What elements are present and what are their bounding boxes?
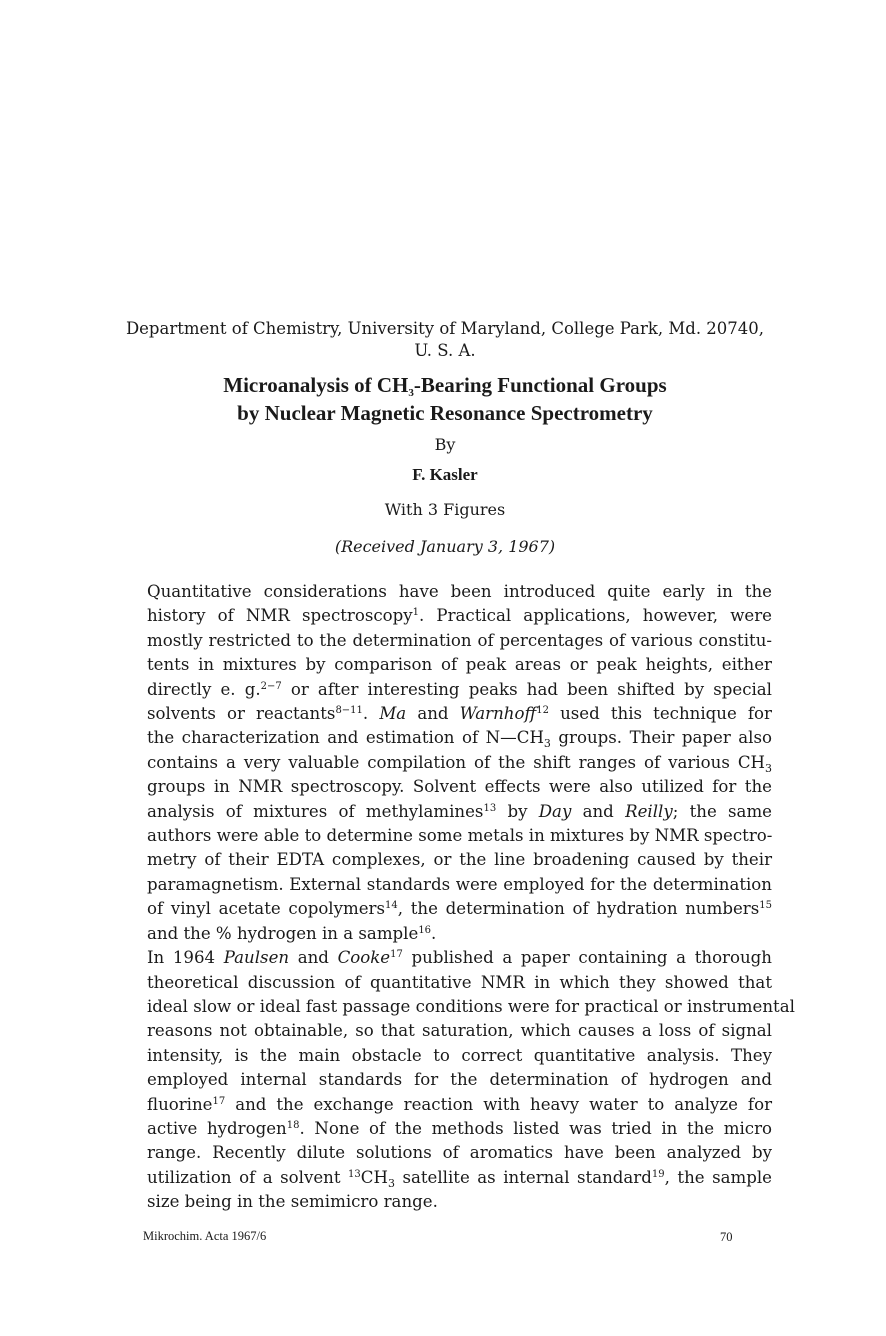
affiliation-line-2: U. S. A.: [414, 341, 476, 360]
affiliation-line-1: Department of Chemistry, University of Maryland, College Park, Md. 20740,: [125, 319, 765, 338]
page-number: 70: [720, 1230, 733, 1244]
title-line-2: by Nuclear Magnetic Resonance Spectrometry: [237, 401, 653, 425]
by-label: By: [434, 435, 456, 454]
figures-note: With 3 Figures: [384, 500, 506, 519]
journal-footer: Mikrochim. Acta 1967/6: [143, 1229, 267, 1243]
received-date: (Received January 3, 1967): [334, 537, 556, 556]
paragraph-1: Quantitative considerations have been introduced quite early in the history of NMR spectroscopy$^1$. Practical applications, however, were mostly restricted to the determination of percentages of various constitu- tents in mixtures by comparison of peak areas or peak heights, either directly e. g.$^{2-7}$ or after interesting peaks had been shifted by special solvents or reactants$^{8-11}$. Ma and Warnhoff$^{12}$ used this technique for the characterization and estimation of $N—CH_3$ groups. Their paper also contains a very valuable compilation of the shift ranges of various $CH_3$ groups in NMR spectroscopy. Solvent effects were also utilized for the analysis of mixtures of methylamines$^{13}$ by Day and Reilly; the same authors were able to determine some metals in mixtures by NMR spectro- metry of their EDTA complexes, or the line broadening caused by their paramagnetism. External standards were employed for the determination of vinyl acetate copolymers$^{14}$, the determination of hydration numbers$^{15}$ and the % hydrogen in a sample$^{16}$.: [147, 582, 773, 943]
paper-title: [110, 371, 780, 427]
paragraph-2: In 1964 Paulsen and Cooke$^{17}$ published a paper containing a thorough theoretical discussion of quantitative NMR in which they showed that ideal slow or ideal fast passage conditions were for practical or instrumental reasons not obtainable, so that saturation, which causes a loss of signal intensity, is the main obstacle to correct quantitative analysis. They employed internal standards for the determination of hydrogen and fluorine$^{17}$ and the exchange reaction with heavy water to analyze for active hydrogen$^{18}$. None of the methods listed was tried in the micro range. Recently dilute solutions of aromatics have been analyzed by utilization of a solvent $^{13}CH_3$ satellite as internal standard$^{19}$, the sample size being in the semimicro range.: [147, 948, 795, 1212]
affiliation: [110, 318, 780, 362]
author-name: F. Kasler: [412, 465, 478, 484]
body-text: [118, 580, 795, 1215]
title-line-1: Microanalysis of $CH_3$-Bearing Functional Groups: [223, 373, 667, 399]
